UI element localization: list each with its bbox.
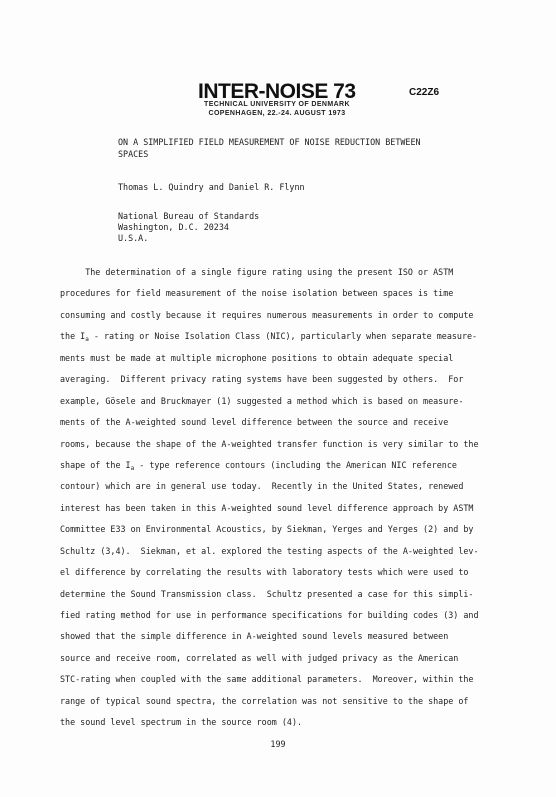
body-line: rooms, because the shape of the A-weighted transfer function is very similar to the xyxy=(60,438,479,449)
body-line: Schultz (3,4). Siekman, et al. explored the testing aspects of the A-weighted lev- xyxy=(60,545,479,556)
body-line: averaging. Different privacy rating systems have been suggested by others. For xyxy=(60,374,464,385)
subscript: a xyxy=(130,464,135,472)
page-number: 199 xyxy=(270,739,286,749)
body-line: showed that the simple difference in A-weighted sound levels measured between xyxy=(60,631,449,642)
subscript: a xyxy=(85,336,89,344)
body-line: fied rating method for use in performance specifications for building codes (3) and xyxy=(60,610,479,620)
body-line: determine the Sound Transmission class. Schultz presented a case for this simpli- xyxy=(60,588,474,599)
body-line xyxy=(60,455,479,476)
conference-university: TECHNICAL UNIVERSITY OF DENMARK xyxy=(204,101,350,108)
body-text-segment: the I xyxy=(60,331,86,342)
body-line: contour) which are in general use today. Recently in the United States, renewed xyxy=(60,481,464,492)
paper-title xyxy=(118,136,421,160)
conference-title: INTER-NOISE 73 xyxy=(198,80,356,103)
body-line: ments of the A-weighted sound level difference between the source and receive xyxy=(60,417,449,428)
body-line: STC-rating when coupled with the same additional parameters. Moreover, within the xyxy=(60,674,474,685)
body-line: el difference by correlating the results with laboratory tests which were used to xyxy=(60,567,469,578)
body-line xyxy=(60,326,479,347)
paper-authors: Thomas L. Quindry and Daniel R. Flynn xyxy=(118,182,305,192)
body-line: Committee E33 on Environmental Acoustics, by Siekman, Yerges and Yerges (2) and by xyxy=(60,524,474,535)
body-line: the sound level spectrum in the source room (4). xyxy=(60,717,303,728)
paper-title-line: ON A SIMPLIFIED FIELD MEASUREMENT OF NOISE REDUCTION BETWEEN xyxy=(118,137,421,147)
body-line: range of typical sound spectra, the correlation was not sensitive to the shape of xyxy=(60,695,469,706)
paper-affiliation xyxy=(118,211,259,244)
paper-code: C22Z6 xyxy=(409,87,440,98)
body-line: The determination of a single figure rating using the present ISO or ASTM xyxy=(60,267,454,277)
body-text-segment: - type reference contours (including the American NIC reference xyxy=(134,459,457,470)
body-line: interest has been taken in this A-weighted sound level difference approach by ASTM xyxy=(60,502,474,513)
body-line: ments must be made at multiple microphone positions to obtain adequate special xyxy=(60,352,454,363)
affiliation-line: U.S.A. xyxy=(118,233,149,243)
body-text-segment: - rating or Noise Isolation Class (NIC), particularly when separate measure- xyxy=(88,331,478,342)
body-line: example, Gösele and Bruckmayer (1) suggested a method which is based on measure- xyxy=(60,395,464,406)
body-line: procedures for field measurement of the noise isolation between spaces is time xyxy=(60,288,454,299)
affiliation-line: Washington, D.C. 20234 xyxy=(118,222,229,232)
conference-location: COPENHAGEN, 22.-24. AUGUST 1973 xyxy=(208,110,346,117)
body-paragraph xyxy=(60,262,479,734)
body-line: consuming and costly because it requires numerous measurements in order to compute xyxy=(60,309,474,320)
body-text-segment: shape of the I xyxy=(60,459,131,470)
body-line: source and receive room, correlated as well with judged privacy as the American xyxy=(60,652,459,663)
paper-title-line: SPACES xyxy=(118,149,149,159)
affiliation-line: National Bureau of Standards xyxy=(118,211,260,221)
